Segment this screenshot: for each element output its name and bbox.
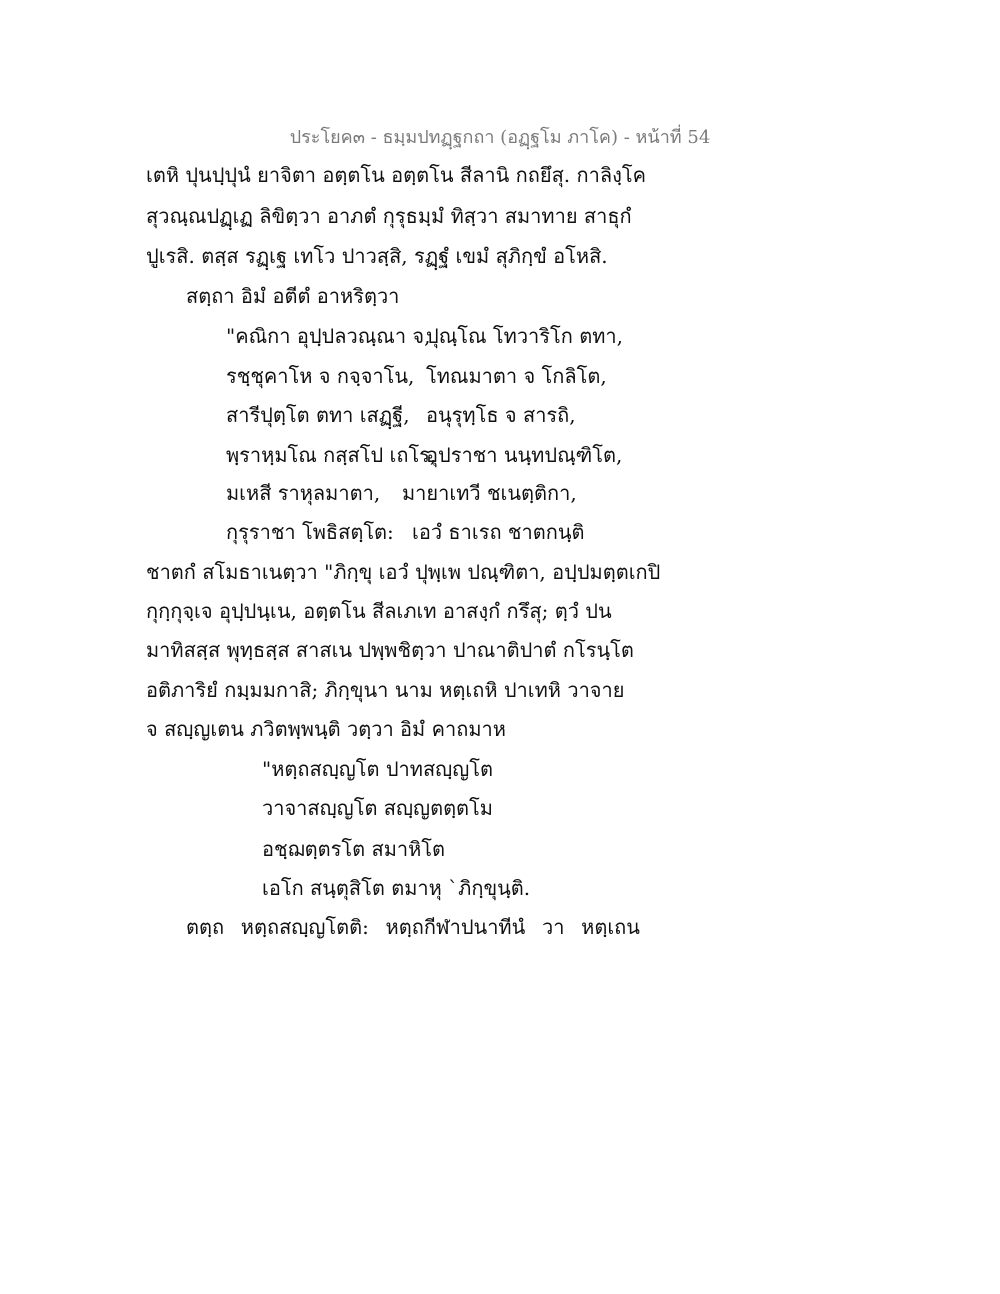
word: ตตฺถ <box>186 915 225 939</box>
verse-part-b: เอวํ ธาเรถ ชาตกนฺติ <box>412 520 585 544</box>
verse-part-a: สารีปุตฺโต ตทา เสฏฺฐี, <box>226 403 410 427</box>
paragraph-line <box>146 162 660 188</box>
line-text: เตหิ ปุนปฺปุนํ ยาจิตา อตฺตโน อตฺตโน สีลานิ กถยึสุ. กาลิงฺโค <box>146 163 646 187</box>
verse-part-b: อุปราชา นนฺทปณฺฑิโต, <box>426 443 623 467</box>
verse-line: "หตฺถสญฺญโต ปาทสญฺญโต <box>262 757 493 781</box>
paragraph-line <box>146 559 660 585</box>
verse-part-b: อนุรุทฺโธ จ สารถิ, <box>426 403 576 427</box>
paragraph-line <box>146 243 660 269</box>
verse-part-a: พฺราหฺมโณ กสฺสโป เถโร, <box>226 443 437 467</box>
line-text: อติภาริยํ กมฺมมกาสิ; ภิกฺขุนา นาม หตฺเถหิ ปาเทหิ วาจาย <box>146 678 625 702</box>
word: หตฺถกีฬาปนาทีนํ <box>385 915 526 939</box>
verse-line <box>226 519 584 545</box>
verse-part-a: มเหสี ราหุลมาตา, <box>226 481 381 505</box>
paragraph-line <box>146 716 660 742</box>
word: วา <box>541 915 565 939</box>
verse-line: เอโก สนฺตุสิโต ตมาหุ `ภิกฺขุนฺติ. <box>262 876 531 900</box>
line-text: ชาตกํ สโมธาเนตฺวา "ภิกฺขุ เอวํ ปุพฺเพ ปณฺฑิตา, อปฺปมตฺตเกปิ <box>146 560 661 584</box>
verse-part-b: ปุณฺโณ โทวาริโก ตทา, <box>426 324 624 348</box>
line-text: กุกฺกุจฺเจ อุปฺปนฺเน, อตฺตโน สีลเภเท อาสงฺกํ กรึสุ; ตฺวํ ปน <box>146 599 612 623</box>
verse-line <box>226 442 622 468</box>
line-text: ปูเรสิ. ตสฺส รฏฺเฐ เทโว ปาวสฺสิ, รฏฺฐํ เขมํ สุภิกฺขํ อโหสิ. <box>146 244 608 268</box>
verse-line: อชฺฌตฺตรโต สมาหิโต <box>262 837 446 861</box>
verse-part-a: "คณิกา อุปฺปลวณฺณา จ, <box>226 324 431 348</box>
verse-line <box>226 480 577 506</box>
paragraph-line <box>146 203 660 229</box>
verse-line <box>226 363 607 389</box>
verse-line <box>226 402 576 428</box>
line-text: สุวณฺณปฏฺเฏ ลิขิตฺวา อาภตํ กุรุธมฺมํ ทิสฺวา สมาทาย สาธุกํ <box>146 204 632 228</box>
line-text: จ สญฺญเตน ภวิตพฺพนฺติ วตฺวา อิมํ คาถมาห <box>146 717 506 741</box>
intro-line: สตฺถา อิมํ อตีตํ อาหริตฺวา <box>186 284 400 308</box>
page-header: ประโยค๓ - ธมฺมปทฏฺฐกถา (อฏฺฐโม ภาโค) - หน้าที่ 54 <box>289 127 711 148</box>
verse-line: วาจาสญฺญโต สญฺญตตฺตโม <box>262 796 493 820</box>
verse-part-a: รชฺชุคาโห จ กจฺจาโน, <box>226 364 415 388</box>
verse-part-b: โทณมาตา จ โกลิโต, <box>426 364 607 388</box>
paragraph-line <box>146 598 660 624</box>
paragraph-line <box>146 677 660 703</box>
verse-part-a: กุรุราชา โพธิสตฺโต: <box>226 520 394 544</box>
verse-line <box>226 323 623 349</box>
word: หตฺถสญฺญโตติ: <box>240 915 369 939</box>
line-text: มาทิสสฺส พุทฺธสฺส สาสเน ปพฺพชิตฺวา ปาณาติปาตํ กโรนฺโต <box>146 638 634 662</box>
paragraph-line <box>146 637 660 663</box>
verse-part-b: มายาเทวี ชเนตฺติกา, <box>402 481 577 505</box>
word: หตฺเถน <box>581 915 640 939</box>
commentary-line <box>186 914 640 940</box>
